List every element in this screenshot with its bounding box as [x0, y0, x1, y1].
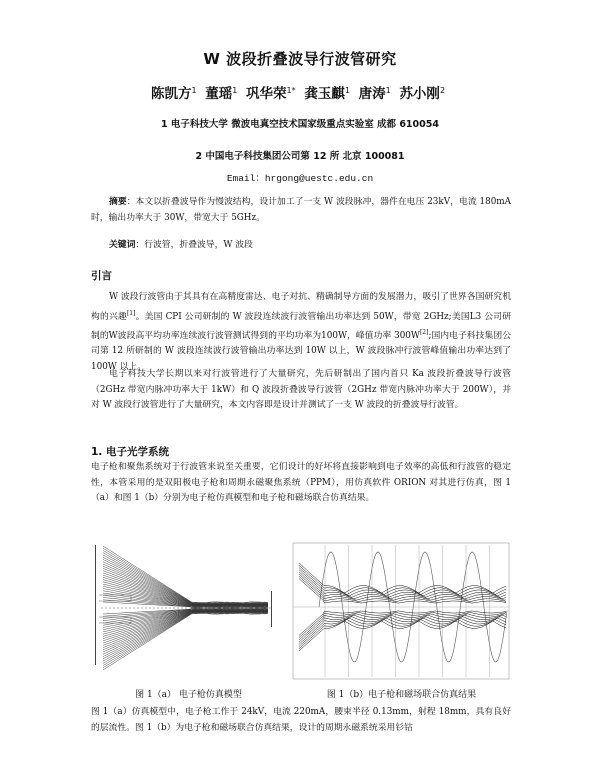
section-1-paragraph: 电子枪和聚焦系统对于行波管来说至关重要，它们设计的好坏将直接影响到电子效率的高低和行波管的稳定性，本管采用的是双阳极电子枪和周期永磁聚焦系统（PPM），用仿真软件 ORION 对其进行仿真，图 1（a）和图 1（b）分别为电子枪仿真模型和电子枪和磁场联合仿真结果。 — [91, 462, 511, 503]
section-1-heading: 1. 电子光学系统 — [91, 446, 169, 458]
author-name: 董瑶 — [205, 86, 233, 102]
intro-text: 。美国 CPI 公司研制的 W 波段连续波行波管输出功率达到 50W，带宽 2GHz;美国L3 公司研制的W波段高平均功率连续波行波管测试得到的平均功率为100W，峰值功率 300W — [91, 311, 511, 341]
paper-title: W 波段折叠波导行波管研究 — [203, 50, 397, 68]
figure-1a-caption: 图 1（a） 电子枪仿真模型 — [135, 690, 242, 700]
author-name: 苏小刚 — [399, 86, 440, 102]
author-name: 陈凯方 — [150, 86, 192, 102]
abstract — [91, 195, 511, 226]
affiliation-1: 1 电子科技大学 微波电真空技术国家级重点实验室 成都 610054 — [160, 119, 439, 130]
author-name: 龚玉麒 — [304, 86, 345, 102]
intro-paragraph-1 — [91, 290, 511, 375]
author-affil-mark: 1 — [191, 85, 197, 95]
affiliation-2: 2 中国电子科技集团公司第 12 所 北京 100081 — [195, 151, 405, 162]
keywords — [91, 238, 511, 254]
abstract-label: 摘要 — [109, 197, 127, 207]
figure-1a-electron-gun-plot — [91, 537, 286, 685]
bottom-paragraph: 图 1（a）仿真模型中，电子枪工作于 24kV，电流 220mA，腰束半径 0.13mm，射程 18mm，具有良好的层流性。图 1（b）为电子枪和磁场联合仿真结果，设计的周期永磁系统采用钐钴 — [91, 707, 511, 733]
author-list — [0, 82, 600, 102]
author-name: 唐涛 — [358, 86, 386, 102]
figure-1b-caption: 图 1（b）电子枪和磁场联合仿真结果 — [326, 690, 477, 700]
keywords-label: 关键词 — [109, 240, 136, 250]
intro-heading: 引言 — [91, 270, 112, 282]
author-affil-mark: 1* — [286, 85, 296, 95]
author-affil-mark: 1 — [385, 85, 391, 95]
author-affil-mark: 1 — [232, 85, 238, 95]
abstract-text: ：本文以折叠波导作为慢波结构，设计加工了一支 W 波段脉冲，器件在电压 23kV，电流 180mA 时，输出功率大于 30W，带宽大于 5GHz。 — [91, 197, 511, 223]
author-affil-mark: 2 — [439, 85, 446, 95]
citation: [2] — [419, 328, 429, 336]
author-name: 巩华荣 — [246, 86, 287, 102]
contact-email: Email：hrgong@uestc.edu.cn — [226, 173, 374, 184]
citation: [1] — [126, 309, 136, 317]
intro-paragraph-2: 电子科技大学长期以来对行波管进行了大量研究，先后研制出了国内首只 Ka 波段折叠波导行波管（2GHz 带宽内脉冲功率大于 1kW）和 Q 波段折叠波导行波管（2GHz 带宽内脉冲功率大于 200W），并对 W 波段行波管进行了大量研究，本文内容即是设计并测试了一支 W 波段的折叠波导行波管。 — [91, 369, 511, 410]
keywords-text: ：行波管，折叠波导，W 波段 — [135, 240, 253, 250]
author-affil-mark: 1 — [344, 85, 350, 95]
intro-text: W 波段行波管由于其具有在高精度雷达、电子对抗、精确制导方面的发展潜力，吸引了世界各国研究机构的兴趣 — [91, 292, 511, 322]
figure-1b-gun-magnet-plot — [289, 537, 514, 685]
intro-text: ;国内电子科技集团公司第 12 所研制的 W 波段连续波行波管输出功率达到 10W 以上，W 波段脉冲行波管峰值输出功率达到了 100W 以上。 — [91, 330, 511, 372]
